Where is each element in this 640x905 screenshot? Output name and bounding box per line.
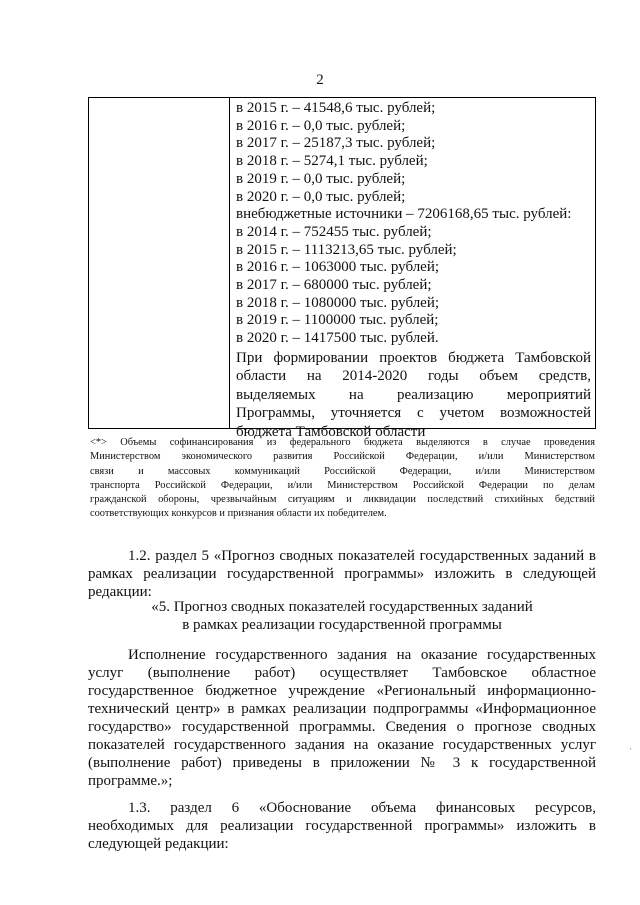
budget-table xyxy=(88,97,596,440)
budget-line: в 2017 г. – 680000 тыс. рублей; xyxy=(236,277,432,294)
paragraph-line: (выполнение работ) приведены в приложении № 3 к государственной xyxy=(88,755,596,771)
budget-note-line: бюджета Тамбовской области xyxy=(236,423,426,440)
budget-line: внебюджетные источники – 7206168,65 тыс. рублей: xyxy=(236,206,572,223)
budget-line: в 2018 г. – 1080000 тыс. рублей; xyxy=(236,294,440,311)
budget-note-line: При формировании проектов бюджета Тамбовской xyxy=(236,349,591,366)
section-5-heading xyxy=(88,598,596,634)
budget-line: в 2016 г. – 1063000 тыс. рублей; xyxy=(236,259,440,276)
paragraph-line: услуг (выполнение работ) осуществляет Тамбовское областное xyxy=(88,665,596,681)
footnote-line: транспорта Российской Федерации, и/или Министерством Российской Федерации по делам xyxy=(90,479,595,491)
paragraph-line: 1.2. раздел 5 «Прогноз сводных показателей государственных заданий в xyxy=(128,548,596,564)
footnote-line: связи и массовых коммуникаций Российской Федерации, и/или Министерством xyxy=(90,465,595,477)
budget-line: в 2019 г. – 1100000 тыс. рублей; xyxy=(236,312,439,329)
paragraph-line: государственное бюджетное учреждение «Региональный информационно- xyxy=(88,683,596,699)
paragraph-line: программе.»; xyxy=(88,773,173,789)
footnote-line: <*> Объемы софинансирования из федерального бюджета выделяются в случае проведения xyxy=(90,437,595,448)
footnote-line: гражданской обороны, чрезвычайным ситуациям и ликвидации последствий стихийных бедствий xyxy=(90,494,595,506)
budget-line: в 2020 г. – 1417500 тыс. рублей. xyxy=(236,330,439,347)
paragraph-line: следующей редакции: xyxy=(88,836,229,852)
budget-note-line: Программы, уточняется с учетом возможностей xyxy=(236,405,591,422)
paragraph-line: государство» государственной программы. Сведения о прогнозе сводных xyxy=(88,719,596,735)
budget-line: в 2017 г. – 25187,3 тыс. рублей; xyxy=(236,135,436,152)
page-number: 2 xyxy=(316,72,324,88)
footnote-line: соответствующих конкурсов и признания области их победителем. xyxy=(90,508,387,520)
budget-line: в 2015 г. – 1113213,65 тыс. рублей; xyxy=(236,241,457,258)
paragraph-line: технический центр» в рамках реализации подпрограммы «Информационное xyxy=(88,701,596,717)
paragraph-line: рамках реализации государственной программы» изложить в следующей xyxy=(88,566,596,582)
margin-mark: · xyxy=(629,744,632,754)
budget-note-line: выделяемых на реализацию мероприятий xyxy=(236,386,591,403)
section-5-heading-line: «5. Прогноз сводных показателей государственных заданий xyxy=(151,599,533,615)
paragraph-line: необходимых для реализации государственной программы» изложить в xyxy=(88,818,596,834)
budget-line: в 2015 г. – 41548,6 тыс. рублей; xyxy=(236,100,436,116)
section-1-2-paragraph xyxy=(88,547,596,601)
footnote-line: Министерством экономического развития Российской Федерации, и/или Министерством xyxy=(90,451,595,463)
budget-lines xyxy=(236,100,591,441)
budget-table-left-cell xyxy=(89,98,229,428)
budget-line: в 2019 г. – 0,0 тыс. рублей; xyxy=(236,170,406,187)
paragraph-line: редакции: xyxy=(88,584,152,600)
section-1-3-paragraph xyxy=(88,799,596,853)
section-5-body xyxy=(88,646,596,790)
footnote xyxy=(90,436,595,522)
budget-line: в 2016 г. – 0,0 тыс. рублей; xyxy=(236,117,406,134)
budget-note xyxy=(236,349,591,442)
budget-line: в 2020 г. – 0,0 тыс. рублей; xyxy=(236,188,406,205)
budget-table-column-divider xyxy=(229,98,230,428)
budget-line: в 2018 г. – 5274,1 тыс. рублей; xyxy=(236,153,428,170)
paragraph-line: Исполнение государственного задания на оказание государственных xyxy=(128,647,596,663)
paragraph-line: показателей государственного задания на оказание государственных услуг xyxy=(88,737,596,753)
section-5-heading-line: в рамках реализации государственной программы xyxy=(182,617,502,633)
budget-line: в 2014 г. – 752455 тыс. рублей; xyxy=(236,223,432,240)
paragraph-line: 1.3. раздел 6 «Обоснование объема финансовых ресурсов, xyxy=(128,800,596,816)
budget-note-line: области на 2014-2020 годы объем средств, xyxy=(236,368,591,385)
